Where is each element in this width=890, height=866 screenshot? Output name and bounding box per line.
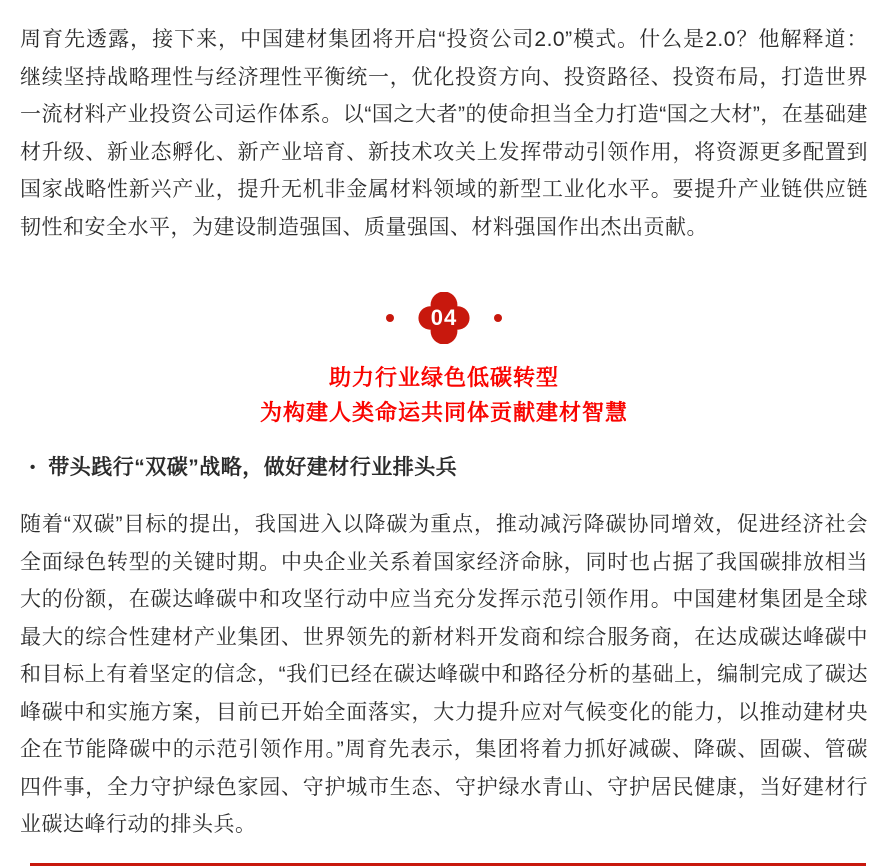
- bullet-icon: •: [30, 459, 36, 476]
- section-heading-line1: 助力行业绿色低碳转型: [328, 365, 559, 390]
- section-heading-line2: 为构建人类命运共同体贡献建材智慧: [259, 400, 628, 425]
- section-heading: [20, 360, 868, 430]
- left-dot-icon: [386, 314, 394, 322]
- paragraph-investment-mode: 周育先透露，接下来，中国建材集团将开启“投资公司2.0”模式。什么是2.0？他解释道：继续坚持战略理性与经济理性平衡统一，优化投资方向、投资路径、投资布局，打造世界一流材料产业投资公司运作体系。以“国之大者”的使命担当全力打造“国之大材”，在基础建材升级、新业态孵化、新产业培育、新技术攻关上发挥带动引领作用，将资源更多配置到国家战略性新兴产业，提升无机非金属材料领域的新型工业化水平。要提升产业链供应链韧性和安全水平，为建设制造强国、质量强国、材料强国作出杰出贡献。: [20, 28, 868, 239]
- subsection-heading: [30, 456, 868, 480]
- right-dot-icon: [494, 314, 502, 322]
- subsection-heading-text: 带头践行“双碳”战略，做好建材行业排头兵: [48, 456, 461, 480]
- section-number: 04: [430, 305, 458, 330]
- section-badge-04: [418, 292, 470, 344]
- section-marker: [20, 292, 868, 344]
- paragraph-dual-carbon: 随着“双碳”目标的提出，我国进入以降碳为重点，推动减污降碳协同增效，促进经济社会全面绿色转型的关键时期。中央企业关系着国家经济命脉，同时也占据了我国碳排放相当大的份额，在碳达峰碳中和攻坚行动中应当充分发挥示范引领作用。中国建材集团是全球最大的综合性建材产业集团、世界领先的新材料开发商和综合服务商，在达成碳达峰碳中和目标上有着坚定的信念，“我们已经在碳达峰碳中和路径分析的基础上，编制完成了碳达峰碳中和实施方案，目前已开始全面落实，大力提升应对气候变化的能力，以推动建材央企在节能降碳中的示范引领作用。”周育先表示，集团将着力抓好减碳、降碳、固碳、管碳四件事，全力守护绿色家园、守护城市生态、守护绿水青山、守护居民健康，当好建材行业碳达峰行动的排头兵。: [20, 513, 868, 836]
